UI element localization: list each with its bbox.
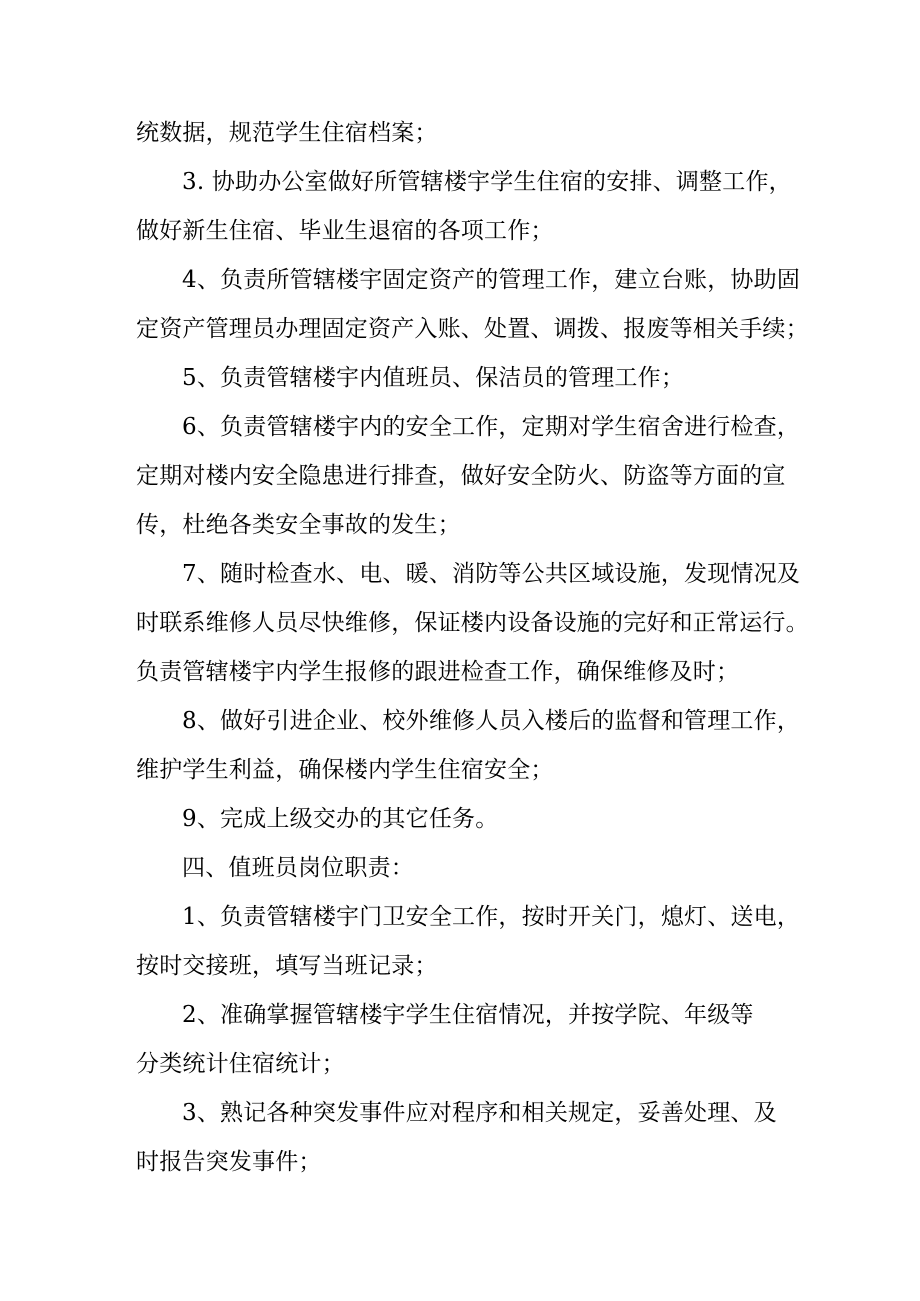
text-line-21: 3、熟记各种突发事件应对程序和相关规定，妥善处理、及 (182, 1100, 777, 1126)
text-line-9: 传，杜绝各类安全事故的发生； (136, 512, 461, 538)
text-line-5: 定资产管理员办理固定资产入账、处置、调拨、报废等相关手续； (136, 316, 809, 342)
text-line-3: 做好新生住宿、毕业生退宿的各项工作； (136, 218, 554, 244)
text-line-17: 1、负责管辖楼宇门卫安全工作，按时开关门，熄灯、送电， (182, 904, 801, 930)
text-line-4: 4、负责所管辖楼宇固定资产的管理工作，建立台账，协助固 (182, 267, 801, 293)
text-line-11: 时联系维修人员尽快维修，保证楼内设备设施的完好和正常运行。 (136, 610, 809, 636)
section-heading: 四、值班员岗位职责： (182, 855, 414, 881)
text-line-12: 负责管辖楼宇内学生报修的跟进检查工作，确保维修及时； (136, 659, 740, 685)
text-line-13: 8、做好引进企业、校外维修人员入楼后的监督和管理工作， (182, 708, 801, 734)
text-line-18: 按时交接班，填写当班记录； (136, 953, 438, 979)
text-line-6: 5、负责管辖楼宇内值班员、保洁员的管理工作； (182, 365, 685, 391)
text-line-14: 维护学生利益，确保楼内学生住宿安全； (136, 757, 554, 783)
text-line-20: 分类统计住宿统计； (136, 1051, 345, 1077)
text-line-22: 时报告突发事件； (136, 1149, 322, 1175)
text-line-10: 7、随时检查水、电、暖、消防等公共区域设施，发现情况及 (182, 561, 801, 587)
text-line-19: 2、准确掌握管辖楼宇学生住宿情况，并按学院、年级等 (182, 1002, 754, 1028)
text-line-15: 9、完成上级交办的其它任务。 (182, 806, 499, 832)
text-line-7: 6、负责管辖楼宇内的安全工作，定期对学生宿舍进行检查， (182, 414, 801, 440)
text-line-2: 3. 协助办公室做好所管辖楼宇学生住宿的安排、调整工作， (182, 169, 792, 195)
text-line-8: 定期对楼内安全隐患进行排查，做好安全防火、防盗等方面的宣 (136, 463, 786, 489)
text-line-1: 统数据，规范学生住宿档案； (136, 120, 438, 146)
